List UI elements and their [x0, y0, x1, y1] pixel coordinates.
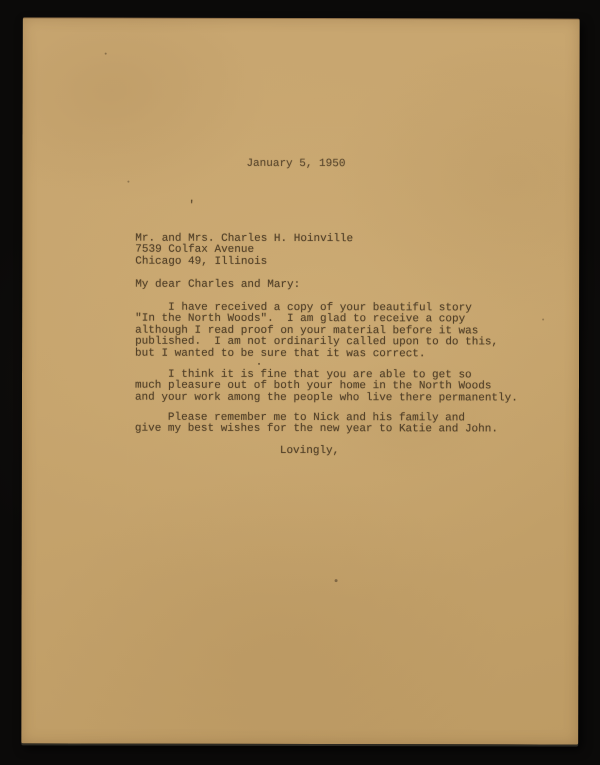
paper-speck: [335, 579, 338, 582]
recipient-address: Mr. and Mrs. Charles H. Hoinville 7539 Colfax Avenue Chicago 49, Illinois: [135, 232, 354, 268]
letter-page: [21, 17, 580, 744]
salutation: My dear Charles and Mary:: [135, 278, 301, 291]
letter-date: January 5, 1950: [246, 157, 346, 171]
paper-speck: [542, 319, 544, 321]
paper-speck: [258, 363, 260, 365]
body-paragraph-2: I think it is fine that you are able to get so much pleasure out of both your home in the North Woods and your work among the people who live there permanently.: [134, 368, 518, 405]
paper-speck: [127, 181, 129, 183]
body-paragraph-3: Please remember me to Nick and his family and give my best wishes for the new year to Katie and John.: [134, 411, 498, 436]
stray-typewriter-mark: ': [188, 199, 195, 212]
body-paragraph-1: I have received a copy of your beautiful story "In the North Woods". I am glad to receive a copy although I read proof on your material before it was published. I am not ordinarily called upon to do this, but I wanted to be sure that it was correct.: [135, 301, 499, 360]
closing-valediction: Lovingly,: [279, 444, 340, 458]
paper-speck: [105, 53, 107, 55]
